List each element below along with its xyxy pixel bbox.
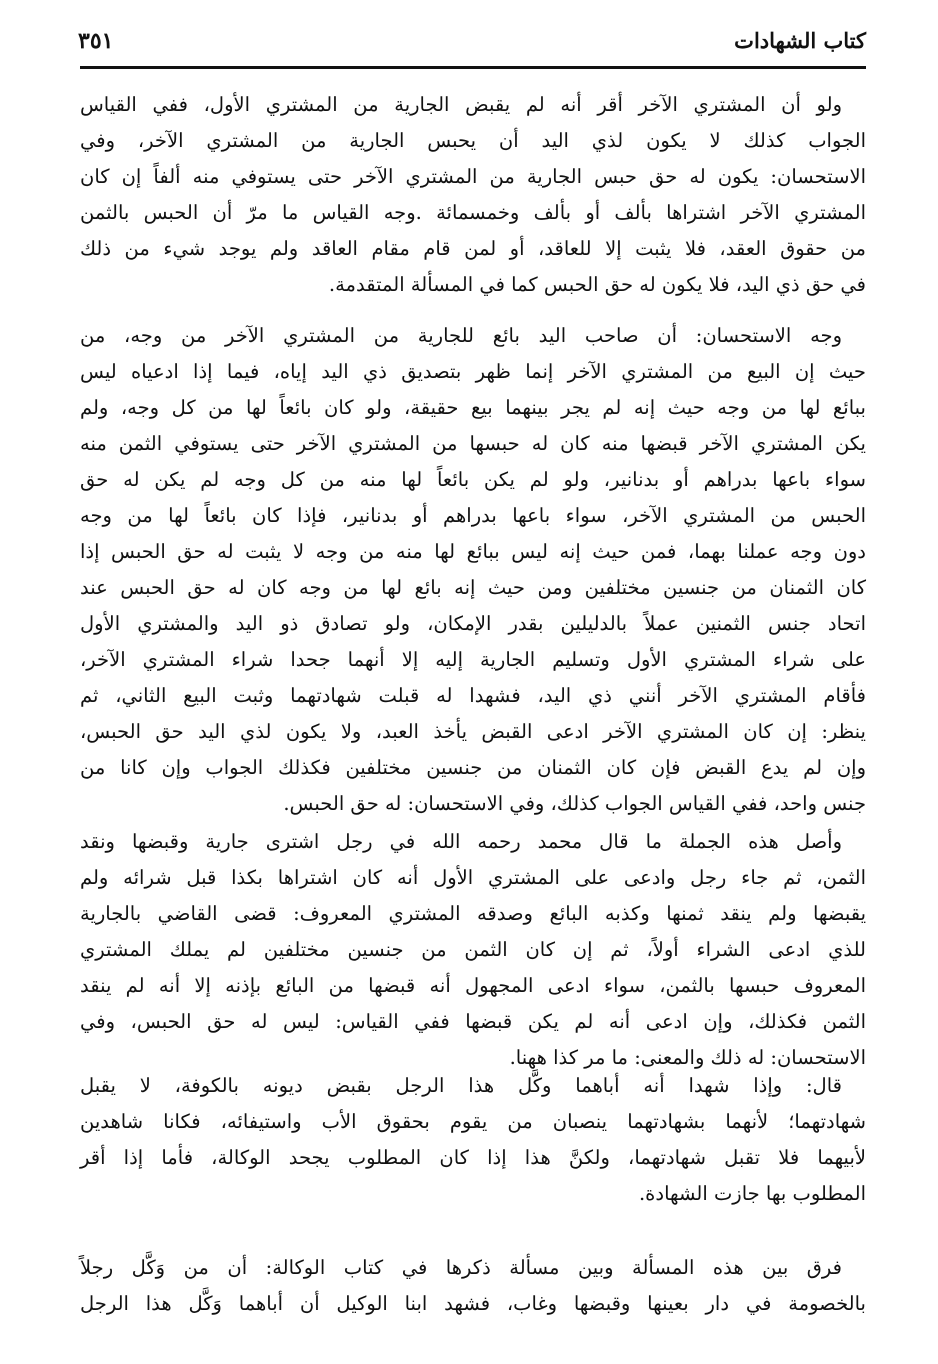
text-line: في حق ذي اليد، فلا يكون له حق الحبس كما في المسألة المتقدمة. (328, 273, 866, 296)
text-line: فرق بين هذه المسألة وبين مسألة ذكرها في كتاب الوكالة: أن من وَكَّل رجلاً (80, 1256, 842, 1279)
text-line: المشتري الآخر اشتراها بألف أو بألف وخمسمائة .وجه القياس ما مرّ أن الحبس بالثمن (80, 201, 867, 224)
text-line: يكن المشتري الآخر قبضها منه كان له حبسها من المشتري الآخر حتى يستوفي الثمن منه (80, 432, 866, 455)
text-line: ينظر: إن كان المشتري الآخر ادعى القبض يأخذ العبد، ولا يكون لذي اليد حق الحبس، (80, 720, 866, 743)
text-line: وإن لم يدع القبض فإن كان الثمنان من جنسين مختلفين فكذلك الجواب وإن كانا من (80, 756, 866, 779)
page-number: ٣٥١ (78, 28, 114, 54)
text-line: دون وجه عملنا بهما، فمن حيث إنه ليس ببائع لها منه من وجه لا يثبت له حق الحبس إذا (80, 540, 866, 563)
text-line: فأقام المشتري الآخر أنني ذي اليد، فشهدا له قبلت شهادتهما وثبت البيع الثاني، ثم (80, 684, 866, 707)
text-line: الاستحسان: له ذلك والمعنى: ما مر كذا ههنا. (509, 1046, 866, 1069)
text-line: الثمن، ثم جاء رجل وادعى على المشتري الأول أنه كان اشتراها بكذا قبل شرائه ولم (80, 866, 866, 889)
text-line: الجواب كذلك لا يكون لذي اليد أن يحبس الجارية من المشتري الآخر، وفي (80, 129, 866, 152)
text-line: المطلوب بها جازت الشهادة. (638, 1182, 866, 1205)
text-line: وجه الاستحسان: أن صاحب اليد بائع للجارية من المشتري الآخر من وجه، من (80, 324, 842, 347)
paragraph (80, 318, 866, 822)
running-title: كتاب الشهادات (734, 28, 866, 53)
text-line: كان الثمنان من جنسين مختلفين ومن حيث إنه بائع لها من وجه كان له حق الحبس عند (80, 576, 866, 599)
text-line: شهادتهما؛ لأنهما بشهادتهما ينصبان من يقوم بحقوق الأب واستيفائه، فكانا شاهدين (80, 1110, 866, 1133)
paragraph (80, 87, 866, 303)
header-rule (80, 66, 866, 69)
text-line: الحبس من المشتري الآخر، سواء باعها بدراهم أو بدنانير، فإذا كان بائعاً لها من وجه (80, 504, 866, 527)
paragraph (80, 824, 866, 1076)
text-line: قال: وإذا شهدا أنه أباهما وكَّل هذا الرجل بقبض ديونه بالكوفة، لا يقبل (80, 1074, 842, 1097)
text-line: سواء باعها بدراهم أو بدنانير، ولو لم يكن بائعاً لها منه من كل وجه لم يكن له حق (80, 468, 866, 491)
text-line: اتحاد جنس الثمنين عملاً بالدليلين بقدر الإمكان، ولو تصادق ذو اليد والمشتري الأول (80, 612, 866, 635)
text-line: يقبضها ولم ينقد ثمنها وكذبه البائع وصدقه المشتري المعروف: قضى القاضي بالجارية (80, 902, 866, 925)
text-line: على شراء المشتري الأول وتسليم الجارية إليه إلا أنهما جحدا شراء المشتري الآخر، (80, 648, 866, 671)
text-line: من حقوق العقد، فلا يثبت إلا للعاقد، أو لمن قام مقام العاقد ولم يوجد شيء من ذلك (80, 237, 866, 260)
text-line: بالخصومة في دار بعينها وقبضها وغاب، فشهد ابنا الوكيل أن أباهما وَكَّل هذا الرجل (80, 1292, 866, 1315)
text-line: الثمن فكذلك، وإن ادعى أنه لم يكن قبضها ففي القياس: ليس له حق الحبس، وفي (80, 1010, 866, 1033)
text-line: الاستحسان: يكون له حق حبس الجارية من المشتري الآخر حتى يستوفي منه ألفاً إن كان (80, 165, 866, 188)
text-line: لأبيهما فلا تقبل شهادتهما، ولكنَّ هذا إذا كان المطلوب يجحد الوكالة، فأما إذا أقر (80, 1146, 866, 1169)
text-line: ببائع لها من وجه حيث إنه لم يجر بينهما بيع حقيقة، ولو كان بائعاً لها من كل وجه، ولم (80, 396, 866, 419)
text-line: وأصل هذه الجملة ما قال محمد رحمه الله في رجل اشترى جارية وقبضها ونقد (80, 830, 842, 853)
text-line: ولو أن المشتري الآخر أقر أنه لم يقبض الجارية من المشتري الأول، ففي القياس (80, 93, 842, 116)
text-line: جنس واحد، ففي القياس الجواب كذلك، وفي الاستحسان: له حق الحبس. (283, 792, 866, 815)
text-line: حيث إن البيع من المشتري الآخر إنما ظهر بتصديق ذي اليد إياه، فيما إذا ادعياه ليس (80, 360, 866, 383)
text-line: المعروف حبسها بالثمن، سواء ادعى المجهول أنه قبضها من البائع بإذنه إلا أنه لم ينقد (80, 974, 866, 997)
text-line: للذي ادعى الشراء أولاً، ثم إن كان الثمن من جنسين مختلفين لم يملك المشتري (80, 938, 866, 961)
paragraph (80, 1250, 866, 1322)
paragraph (80, 1068, 866, 1212)
